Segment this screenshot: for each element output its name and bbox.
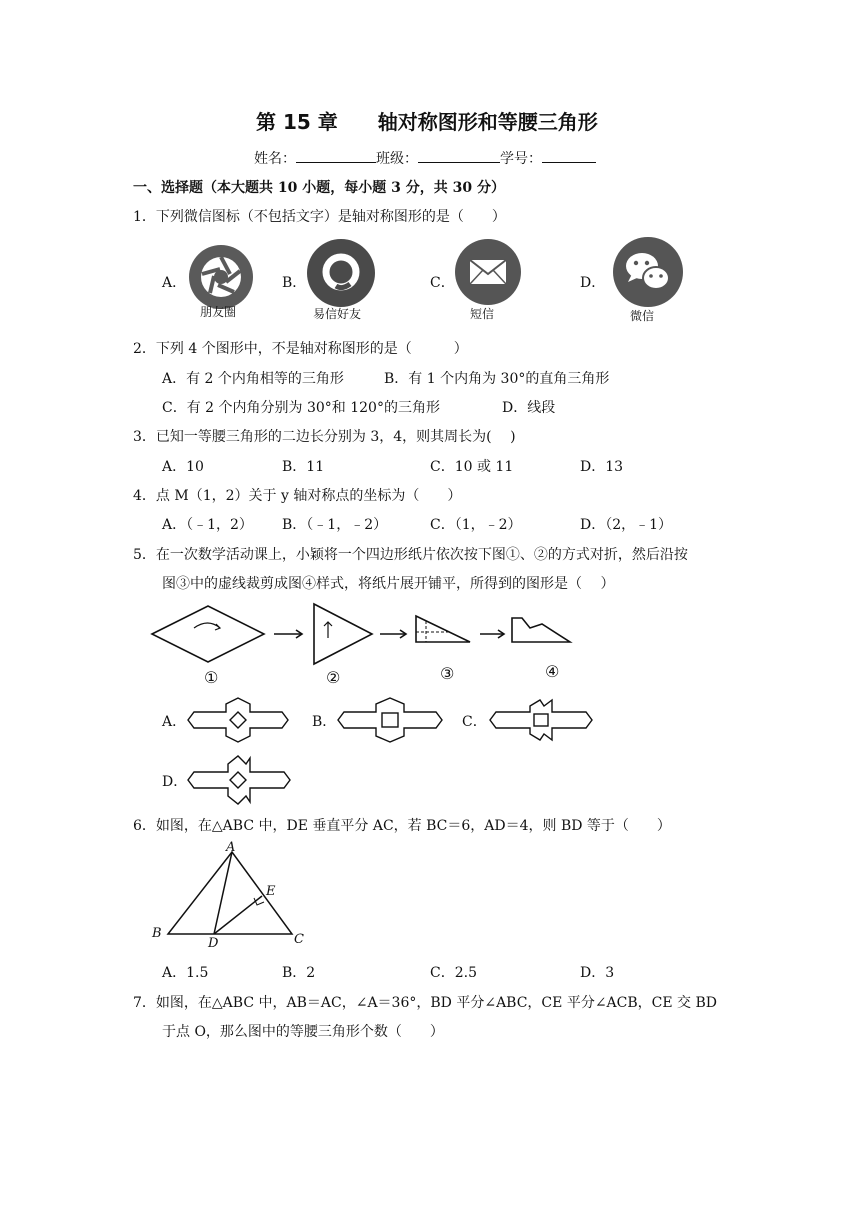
q2-option-b: B．有 1 个内角为 30°的直角三角形 [384, 371, 610, 387]
q3-option-c: C．10 或 11 [430, 459, 514, 475]
student-info [254, 148, 596, 168]
q3-option-d: D．13 [580, 459, 624, 475]
q7-line2: 于点 O，那么图中的等腰三角形个数（ ） [162, 1024, 444, 1040]
right-triangle-shape [416, 616, 470, 642]
q6-stem: 6．如图，在△ABC 中，DE 垂直平分 AC，若 BC＝6，AD＝4，则 BD 等于（ ） [133, 818, 671, 834]
q3-option-a: A．10 [162, 459, 204, 475]
point-label-b: B [152, 926, 162, 941]
q5-option-b: B． [312, 714, 337, 730]
q4-option-d: D．（2，﹣1） [580, 517, 673, 533]
q6-option-b: B．2 [282, 965, 316, 981]
point-label-c: C [294, 932, 304, 947]
q5-option-c: C． [462, 714, 487, 730]
section-heading: 一、选择题（本大题共 10 小题，每小题 3 分，共 30 分） [133, 180, 505, 196]
q4-stem: 4．点 M（1，2）关于 y 轴对称点的坐标为（ ） [133, 488, 462, 504]
name-blank[interactable] [296, 148, 376, 163]
cut-shape [512, 618, 570, 642]
q4-option-a: A．（﹣1，2） [162, 517, 253, 533]
q4-option-b: B．（﹣1，﹣2） [282, 517, 388, 533]
q1-option-a-letter: A． [162, 275, 187, 291]
q6-option-c: C．2.5 [430, 965, 477, 981]
q3-stem: 3．已知一等腰三角形的二边长分别为 3，4，则其周长为( ) [133, 429, 516, 445]
q6-option-a: A．1.5 [162, 965, 209, 981]
point-label-e: E [266, 884, 276, 899]
step-label-3: ③ [440, 664, 455, 683]
q1-option-a-caption: 朋友圈 [200, 305, 237, 319]
q2-stem: 2．下列 4 个图形中，不是轴对称图形的是（ ） [133, 341, 468, 357]
q3-option-b: B．11 [282, 459, 325, 475]
q5-shape-a [186, 696, 290, 744]
step-label-1: ① [204, 668, 219, 687]
rhombus-shape [152, 606, 264, 662]
q5-shape-b [336, 696, 444, 744]
q2-option-c: C．有 2 个内角分别为 30°和 120°的三角形 [162, 400, 440, 416]
q5-option-a: A． [162, 714, 187, 730]
point-label-d: D [208, 936, 219, 951]
wechat-icon [612, 236, 684, 308]
id-label: 学号： [500, 151, 542, 167]
q7-line1: 7．如图，在△ABC 中，AB＝AC，∠A＝36°，BD 平分∠ABC，CE 平分∠ACB，CE 交 BD [133, 995, 717, 1011]
class-label: 班级： [376, 151, 418, 167]
q1-stem: 1．下列微信图标（不包括文字）是轴对称图形的是（ ） [133, 209, 506, 225]
q6-option-d: D．3 [580, 965, 615, 981]
id-blank[interactable] [542, 148, 596, 163]
class-blank[interactable] [418, 148, 500, 163]
triangle-shape [314, 604, 372, 664]
q2-option-d: D．线段 [502, 400, 556, 416]
q5-shape-c [488, 696, 594, 744]
q5-line2: 图③中的虚线裁剪成图④样式，将纸片展开铺平，所得到的图形是（ ） [162, 576, 615, 592]
q1-option-c-caption: 短信 [470, 307, 495, 321]
yixin-icon [306, 238, 376, 308]
step-label-4: ④ [545, 662, 560, 681]
q2-option-a: A．有 2 个内角相等的三角形 [162, 371, 344, 387]
q1-option-b-caption: 易信好友 [313, 307, 362, 321]
chapter-topic: 轴对称图形和等腰三角形 [377, 110, 598, 134]
q1-option-c-letter: C． [430, 275, 455, 291]
q1-option-b-letter: B． [282, 275, 307, 291]
q5-line1: 5．在一次数学活动课上，小颖将一个四边形纸片依次按下图①、②的方式对折，然后沿按 [133, 547, 688, 563]
step-label-2: ② [326, 668, 341, 687]
point-label-a: A [226, 840, 236, 855]
q1-option-d-caption: 微信 [630, 309, 655, 323]
envelope-icon [454, 238, 522, 306]
page-title [256, 106, 598, 135]
q4-option-c: C．（1，﹣2） [430, 517, 522, 533]
chapter-number: 第 15 章 [256, 110, 338, 134]
fold-arrow [194, 623, 220, 628]
q5-shape-d [186, 754, 292, 806]
name-label: 姓名： [254, 151, 296, 167]
q5-option-d: D． [162, 774, 188, 790]
q1-option-d-letter: D． [580, 275, 606, 291]
